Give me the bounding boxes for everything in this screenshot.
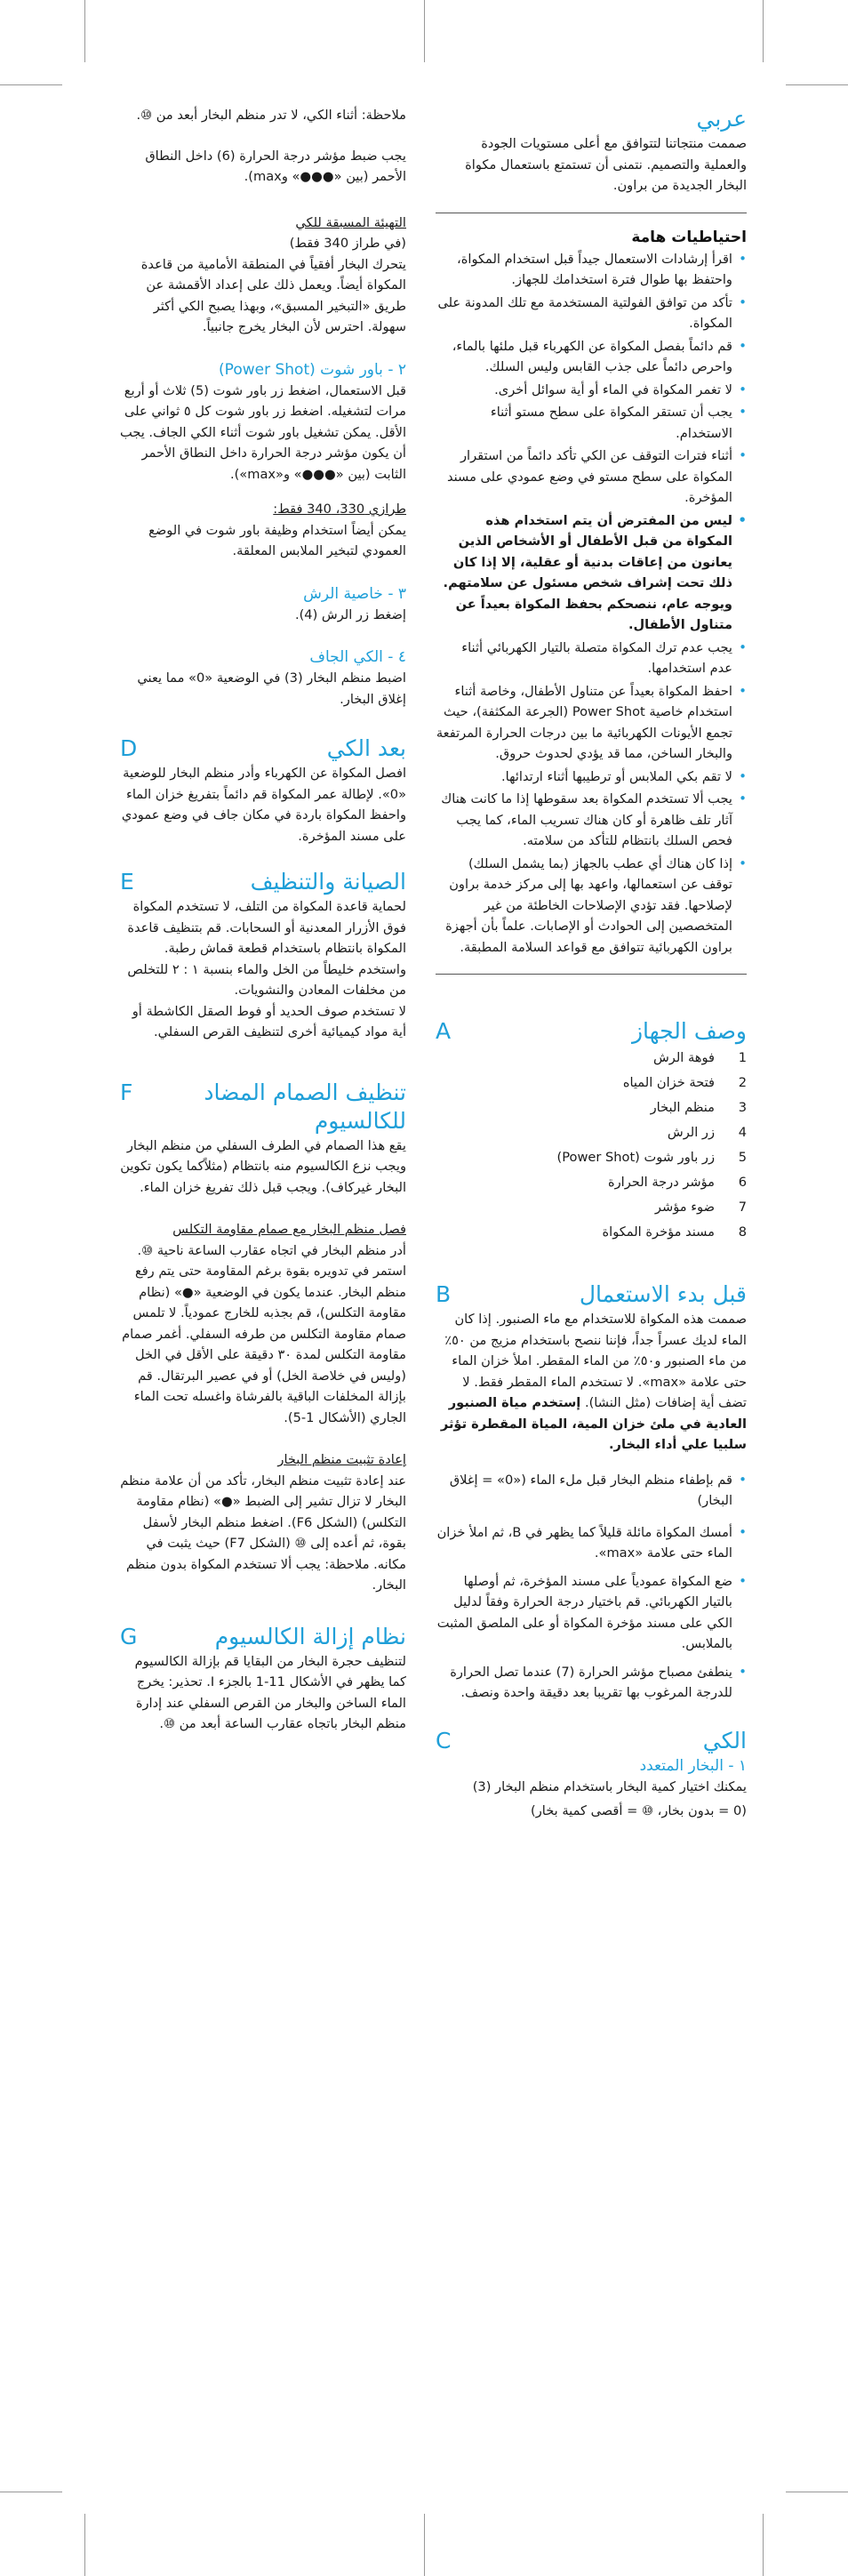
- note-temperature: يجب ضبط مؤشر درجة الحرارة (6) داخل النطاق الأحمر (بين «●●●» وmax).: [145, 148, 406, 184]
- safety-title: احتياطيات هامة: [631, 228, 747, 246]
- section-d-title: بعد الكي: [326, 735, 406, 761]
- section-a-letter: A: [436, 1018, 452, 1044]
- crop-mark: [84, 0, 85, 62]
- section-g-text: لتنظيف حجرة البخار من البقايا قم بإزالة الكالسيوم كما يظهر في الأشكال 11-1 بالجزء I. تحذير: يخرج الماء الساخن والبخار من القرص السفلي عند إدارة منظم البخار باتجاه عقارب الساعة أبعد من ⑩.: [134, 1653, 406, 1731]
- section-f-sub1: فصل منظم البخار مع صمام مقاومة التكلس: [172, 1222, 406, 1237]
- section-c-heading: [436, 1727, 747, 1755]
- safety-item: • يجب ألا تستخدم المكواة بعد سقوطها إذا ما كانت هناك آثار تلف ظاهرة أو كان هناك تسريب الماء، كما يجب فحص السلك بانتظام للتأكد من سلامته.: [436, 789, 747, 852]
- spray-title: ٣ - خاصية الرش: [303, 584, 406, 603]
- crop-mark: [763, 0, 764, 62]
- section-d-letter: D: [120, 735, 138, 761]
- safety-item: • ليس من المفترض أن يتم استخدام هذه المكواة من قبل الأطفال أو الأشخاص الذين يعانون من إعاقات بدنية أو عقلية، إلا إذا كان ذلك تحت إشراف شخص مسئول عن سلامتهم. ويوجه عام، ننصحكم بحفظ المكواة بعيداً عن متناول الأطفال.: [436, 510, 747, 636]
- section-b-heading: [436, 1280, 747, 1309]
- part-item: 7 ضوء مؤشر: [654, 1200, 747, 1215]
- preheat-sub: (في طراز 340 فقط): [289, 236, 406, 251]
- section-c-sub1-text: يمكنك اختيار كمية البخار باستخدام منظم البخار (3): [472, 1778, 747, 1794]
- part-item: 2 فتحة خزان المياه: [622, 1075, 747, 1090]
- section-d-text: افصل المكواة عن الكهرباء وأدر منظم البخار للوضعية «0». لإطالة عمر المكواة قم دائماً بتفريغ خزان الماء واحفظ المكواة باردة في مكان جاف في وضع عمودي على مسند المؤخرة.: [121, 766, 406, 844]
- section-d-heading: [120, 734, 406, 763]
- crop-mark: [424, 2514, 425, 2576]
- crop-mark: [84, 2514, 85, 2576]
- safety-item: • تأكد من توافق الفولتية المستخدمة مع تلك المدونة على المكواة.: [436, 293, 747, 334]
- preheat-text: يتحرك البخار أفقياً في المنطقة الأمامية من قاعدة المكواة أيضاً. ويعمل ذلك على إعداد الأقمشة عن طريق «التبخير المسبق»، وبهذا يصبح الكي أكثر سهولة. احترس لأن البخار يخرج جانبياً.: [140, 256, 406, 334]
- section-e-text1: لحماية قاعدة المكواة من التلف، لا تستخدم المكواة فوق الأزرار المعدنية أو السحابات. قم بتنظيف قاعدة المكواة بانتظام باستخدام قطعة قماش رطبة. واستخدم خليطاً من الخل والماء بنسبة ١ : ٢ للتخلص من مخلفات المعادن والنشويات.: [127, 899, 406, 998]
- dry-iron-text: اضبط منظم البخار (3) في الوضعية «0» مما يعني إغلاق البخار.: [137, 670, 406, 707]
- section-e-letter: E: [120, 869, 134, 895]
- section-b-title: قبل بدء الاستعمال: [579, 1281, 747, 1307]
- section-a-heading: [436, 1017, 747, 1046]
- safety-item: • إذا كان هناك أي عطب بالجهاز (بما يشمل السلك) توقف عن استعمالها، واعهد بها إلى مركز خدمة براون لإصلاحها. فقد تؤدي الإصلاحات الخاطئة من غير المتخصصين إلى الحوادث أو الإصابات. علماً بأن أجهزة براون الكهربائية تتوافق مع قواعد السلامة المطبقة.: [436, 854, 747, 959]
- section-f-text: يقع هذا الصمام في الطرف السفلي من منظم البخار ويجب نزع الكالسيوم منه بانتظام (مثلاًكما يكون تكوين البخار غيركاف). ويجب قبل ذلك تفريغ خزان الماء.: [120, 1137, 406, 1195]
- section-e-heading: [120, 868, 406, 896]
- part-item: 4 زر الرش: [667, 1125, 747, 1140]
- safety-list: [436, 249, 747, 959]
- preheat-title: التهيئة المسبقة للكي: [295, 214, 406, 230]
- section-a-title: وصف الجهاز: [631, 1018, 747, 1044]
- power-shot-models-text: يمكن أيضاً استخدام وظيفة باور شوت في الوضع العمودي لتبخير الملابس المعلقة.: [148, 522, 406, 558]
- section-b-bold-note: إستخدم مياة الصنبور العادية في ملئ خزان المية، المياة المقطرة تؤثر سلبيا علي أداء البخار.: [440, 1395, 747, 1452]
- safety-item: • اقرأ إرشادات الاستعمال جيداً قبل استخدام المكواة، واحتفظ بها طوال فترة استخدامك للجهاز.: [436, 249, 747, 291]
- step-item: • قم بإطفاء منظم البخار قبل ملء الماء («0» = إغلاق البخار): [436, 1470, 747, 1512]
- safety-item: • أثناء فترات التوقف عن الكي تأكد دائماً من استقرار المكواة على سطح مستو في وضع عمودي على مسند المؤخرة.: [436, 445, 747, 509]
- section-b-text: صممت هذه المكواة للاستخدام مع ماء الصنبور. إذا كان الماء لديك عسراً جداً، فإننا ننصح باستخدام مزيج من ٥٠٪ من ماء الصنبور و٥٠٪ من الماء المقطر. املأ خزان الماء حتى علامة «max». لا تستخدم الماء المقطر فقط. لا تضف أية إضافات (مثل النشا). إستخدم مياة الصنبور العادية في ملئ خزان المية، المياة المقطرة تؤثر سلبيا علي أداء البخار.: [440, 1312, 747, 1452]
- intro-text: صممت منتجاتنا لتتوافق مع أعلى مستويات الجودة والعملية والتصميم. نتمنى أن تستمتع باستعمال مكواة البخار الجديدة من براون.: [465, 136, 747, 193]
- part-item: 5 زر باور شوت (Power Shot): [556, 1150, 747, 1165]
- safety-item: • احفظ المكواة بعيداً عن متناول الأطفال، وخاصة أثناء استخدام خاصية Power Shot (الجرعة المكثفة)، حيث تجمع الأيونات الكهربائية ما بين درجات الحرارة المرتفعة والبخار الساخن، مما قد يؤدي لحدوث حروق.: [436, 681, 747, 765]
- safety-item: • لا تغمر المكواة في الماء أو أية سوائل أخرى.: [436, 380, 747, 401]
- spray-text: إضغط زر الرش (4).: [294, 606, 406, 622]
- safety-item: • يجب عدم ترك المكواة متصلة بالتيار الكهربائي أثناء عدم استخدامها.: [436, 638, 747, 679]
- section-e-text2: لا تستخدم صوف الحديد أو فوط الصقل الكاشطة أو أية مواد كيميائية أخرى لتنظيف القرص السفلي.: [132, 1003, 406, 1039]
- safety-item: • لا تقم بكي الملابس أو ترطيبها أثناء ارتدائها.: [436, 766, 747, 788]
- crop-mark: [786, 84, 848, 85]
- part-item: 3 منظم البخار: [650, 1100, 747, 1115]
- section-g-title: نظام إزالة الكالسيوم: [214, 1623, 406, 1649]
- step-item: • ضع المكواة عمودياً على مسند المؤخرة، ثم أوصلها بالتيار الكهربائي. قم باختيار درجة الحرارة وفقاً لدليل الكي على مسند مؤخرة المكواة أو على الملصق المثبت بالملابس.: [436, 1571, 747, 1655]
- section-e-title: الصيانة والتنظيف: [250, 869, 406, 895]
- section-g-heading: [120, 1623, 406, 1651]
- section-f-sub1-text: أدر منظم البخار في اتجاه عقارب الساعة ناحية ⑩. استمر في تدويره بقوة برغم المقاومة حتى يتم رفع منظم البخار. عندما يكون في الوضعية «●» (نظام مقاومة التكلس)، قم بجذبه للخارج عمودياً. لا تلمس صمام مقاومة التكلس من طرفه السفلي. أغمر صمام مقاومة التكلس لمدة ٣٠ دقيقة على الأقل في الخل (وليس في خلاصة الخل) أو في عصير البرتقال. قم بإزالة المخلفات الباقية بالفرشاة واغسله تحت الماء الجاري (الأشكال 1-5).: [122, 1242, 406, 1425]
- note-steam: ملاحظة: أثناء الكي، لا تدر منظم البخار أبعد من ⑩.: [136, 108, 406, 123]
- safety-item: • يجب أن تستقر المكواة على سطح مستو أثناء الاستخدام.: [436, 402, 747, 444]
- section-c-title: الكي: [702, 1727, 747, 1753]
- divider: [436, 974, 747, 975]
- section-b-letter: B: [436, 1281, 452, 1307]
- crop-mark: [763, 2514, 764, 2576]
- crop-mark: [424, 0, 425, 62]
- step-item: • ينطفئ مصباح مؤشر الحرارة (7) عندما تصل الحرارة للدرجة المرغوب بها تقريبا بعد دقيقة واحدة ونصف.: [436, 1662, 747, 1704]
- left-column: [120, 105, 406, 1751]
- section-f-letter: F: [120, 1079, 133, 1105]
- section-g-letter: G: [120, 1623, 138, 1649]
- section-c-letter: C: [436, 1727, 452, 1753]
- language-title: عربي: [696, 106, 747, 132]
- safety-item: • قم دائماً بفصل المكواة عن الكهرباء قبل ملئها بالماء، واحرص دائماً على جذب القابس وليس السلك.: [436, 336, 747, 378]
- part-item: 6 مؤشر درجة الحرارة: [607, 1175, 747, 1190]
- crop-mark: [0, 84, 62, 85]
- power-shot-title: ٢ - باور شوت (Power Shot): [219, 360, 406, 379]
- right-column: [436, 105, 747, 1838]
- section-b-steps: [436, 1470, 747, 1704]
- part-item: 1 فوهة الرش: [652, 1050, 747, 1065]
- section-c-sub1: ١ - البخار المتعدد: [639, 1756, 747, 1775]
- power-shot-models: طرازي 330، 340 فقط:: [273, 502, 406, 517]
- section-f-heading: [120, 1079, 406, 1136]
- section-f-title: تنظيف الصمام المضاد للكالسيوم: [204, 1079, 406, 1134]
- step-item: • أمسك المكواة مائلة قليلاً كما يظهر في B، ثم املأ خزان الماء حتى علامة «max».: [436, 1522, 747, 1564]
- parts-list: [436, 1046, 747, 1245]
- section-f-sub2: إعادة تثبيت منظم البخار: [277, 1452, 406, 1467]
- section-f-sub2-text: عند إعادة تثبيت منظم البخار، تأكد من أن علامة منظم البخار لا تزال تشير إلى الضبط «●» (نظام مقاومة التكلس) (الشكل F6). اضغط منظم البخار لأسفل بقوة، ثم أعده إلى ⑩ (الشكل F7) حيث يثبت في مكانه. ملاحظة: يجب ألا تستخدم المكواة بدون منظم البخار.: [120, 1473, 406, 1593]
- section-c-sub1-note: (0 = بدون بخار، ⑩ = أقصى كمية بخار): [531, 1803, 747, 1818]
- part-item: 8 مسند مؤخرة المكواة: [602, 1224, 747, 1240]
- power-shot-text: قبل الاستعمال، اضغط زر باور شوت (5) ثلاث أو أربع مرات لتشغيله. اضغط زر باور شوت كل ٥ ثواني على الأقل. يمكن تشغيل باور شوت أثناء الكي الجاف. يجب أن يكون مؤشر درجة الحرارة داخل النطاق الأحمر الثابت (بين «●●●» و«max»).: [119, 382, 406, 482]
- dry-iron-title: ٤ - الكي الجاف: [309, 648, 406, 666]
